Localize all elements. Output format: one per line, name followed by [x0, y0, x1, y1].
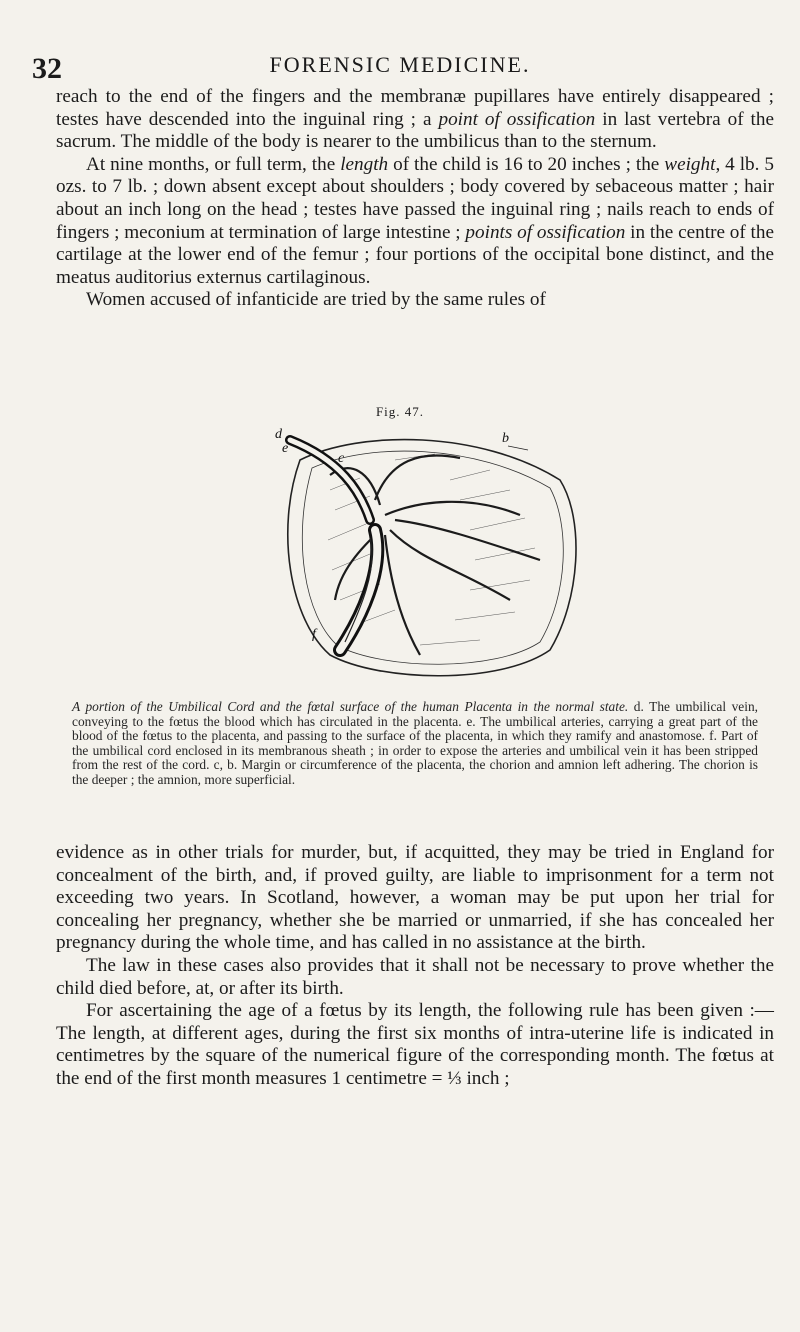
- letter-f: f: [312, 627, 316, 642]
- placenta-illustration: [220, 420, 590, 690]
- figure-label: Fig. 47.: [375, 404, 425, 419]
- bottom-text: [56, 842, 774, 1091]
- paragraph-4: evidence as in other trials for murder, but, if acquitted, they may be tried in England for concealment of the birth, and, if proved guilty, are liable to imprisonment for a term not exceeding two years. In Scotland, however, a woman may be put upon her trial for concealing her pregnancy, whether she be married or unmarried, if she has concealed her pregnancy during the whole time, and has called in no assistance at the birth.: [56, 842, 774, 954]
- running-head: FORENSIC MEDICINE.: [269, 52, 531, 77]
- paragraph-6: For ascertaining the age of a fœtus by its length, the following rule has been given :—The length, at different ages, during the first six months of intra-uterine life is indicated in centimetres by the square of the numerical figure of the corresponding month. The fœtus at the end of the first month measures 1 centimetre = ⅓ inch ;: [56, 1000, 774, 1089]
- paragraph-5: The law in these cases also provides that it shall not be necessary to prove whether the child died before, at, or after its birth.: [56, 954, 774, 999]
- paragraph-2: At nine months, or full term, the length of the child is 16 to 20 inches ; the weight, 4 lb. 5 ozs. to 7 lb. ; down absent except about shoulders ; body covered by sebaceous matter ; hair about an inch long on the head ; testes have passed the inguinal ring ; nails reach to ends of fingers ; meconium at termination of large intestine ; points of ossification in the centre of the cartilage at the lower end of the femur ; four portions of the occipital bone distinct, and the meatus auditorius externus cartilaginous.: [56, 153, 774, 288]
- letter-b: b: [502, 431, 509, 446]
- letter-c: c: [338, 451, 345, 466]
- page-number: 32: [32, 52, 62, 85]
- paragraph-1: reach to the end of the fingers and the membranæ pupillares have entirely disappeared ; testes have descended into the inguinal ring ; a point of ossification in last vertebra of the sacrum. The middle of the body is nearer to the umbilicus than to the sternum.: [56, 86, 774, 153]
- top-text: [56, 86, 774, 312]
- letter-e: e: [282, 441, 289, 456]
- paragraph-3: Women accused of infanticide are tried by the same rules of: [86, 289, 546, 311]
- figure-caption: A portion of the Umbilical Cord and the fœtal surface of the human Placenta in the normal state. d. The umbilical vein, conveying to the fœtus the blood which has circulated in the placenta. e. The umbilical arteries, carrying a great part of the blood of the fœtus to the placenta, and passing to the surface of the placenta, in which they ramify and anastomose. f. Part of the umbilical cord enclosed in its membranous sheath ; in order to expose the arteries and umbilical vein it has been stripped from the rest of the cord. c, b. Margin or circumference of the placenta, the chorion and amnion left adhering. The chorion is the deeper ; the amnion, more superficial.: [72, 699, 758, 787]
- letter-d: d: [275, 427, 282, 442]
